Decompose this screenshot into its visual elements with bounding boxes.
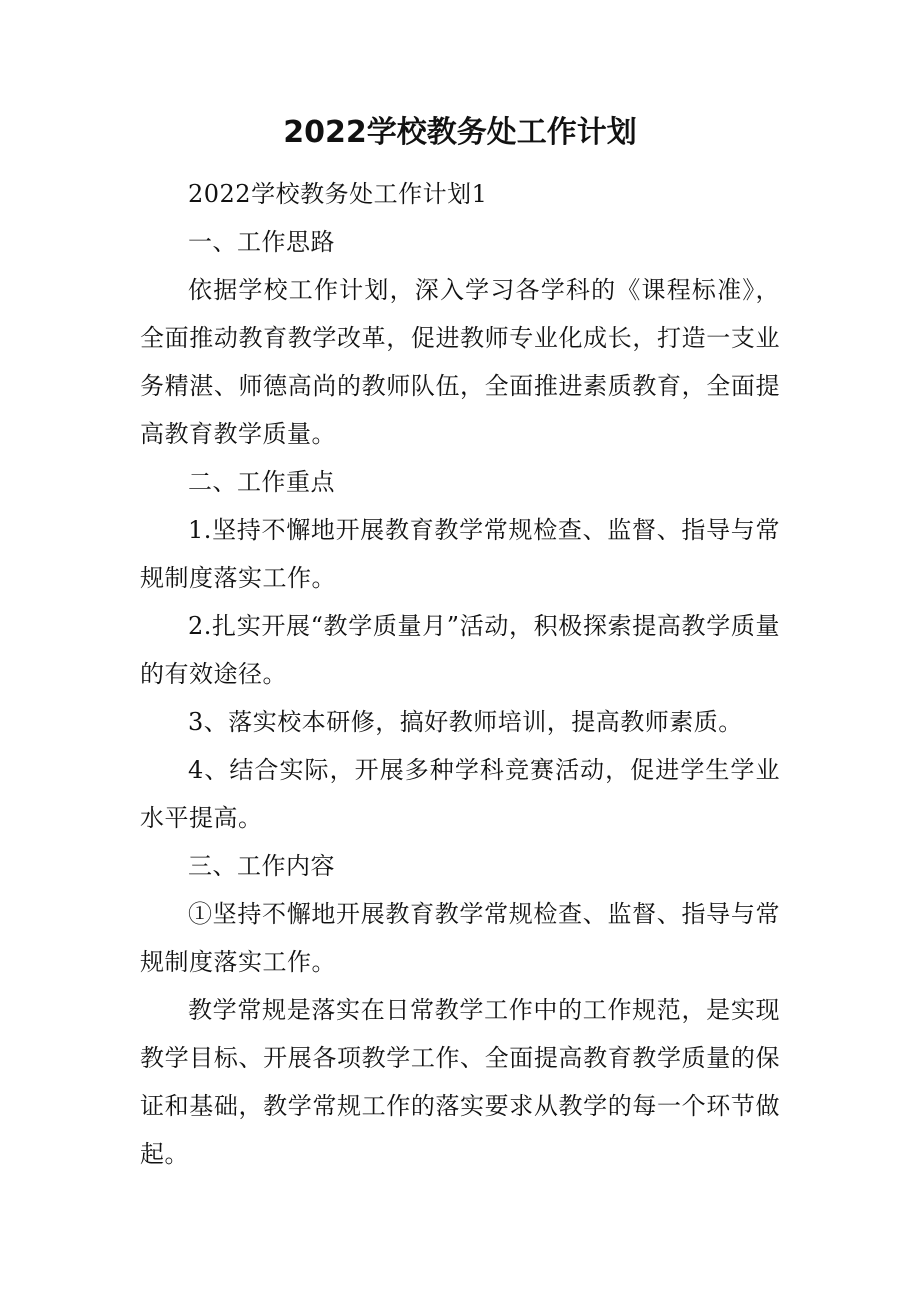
paragraph-teaching-routine: 教学常规是落实在日常教学工作中的工作规范，是实现教学目标、开展各项教学工作、全面提高教育教学质量的保证和基础，教学常规工作的落实要求从教学的每一个环节做起。 bbox=[140, 996, 780, 1168]
section-heading-work-content: 三、工作内容 bbox=[188, 852, 335, 880]
focus-item-2: 2.扎实开展“教学质量月”活动，积极探索提高教学质量的有效途径。 bbox=[140, 612, 780, 688]
subtitle-paragraph: 2022学校教务处工作计划1 bbox=[188, 180, 488, 208]
focus-item-1: 1.坚持不懈地开展教育教学常规检查、监督、指导与常规制度落实工作。 bbox=[140, 516, 780, 592]
section-heading-work-focus: 二、工作重点 bbox=[188, 468, 335, 496]
focus-item-4: 4、结合实际，开展多种学科竞赛活动，促进学生学业水平提高。 bbox=[140, 756, 780, 832]
paragraph-work-ideas: 依据学校工作计划，深入学习各学科的《课程标准》，全面推动教育教学改革，促进教师专业化成长，打造一支业务精湛、师德高尚的教师队伍，全面推进素质教育，全面提高教育教学质量。 bbox=[140, 276, 780, 448]
section-heading-work-ideas: 一、工作思路 bbox=[188, 228, 335, 256]
content-item-1: ①坚持不懈地开展教育教学常规检查、监督、指导与常规制度落实工作。 bbox=[140, 900, 780, 976]
document-body bbox=[140, 170, 780, 1178]
focus-item-3: 3、落实校本研修，搞好教师培训，提高教师素质。 bbox=[188, 708, 743, 736]
document-title: 2022学校教务处工作计划 bbox=[283, 115, 637, 150]
